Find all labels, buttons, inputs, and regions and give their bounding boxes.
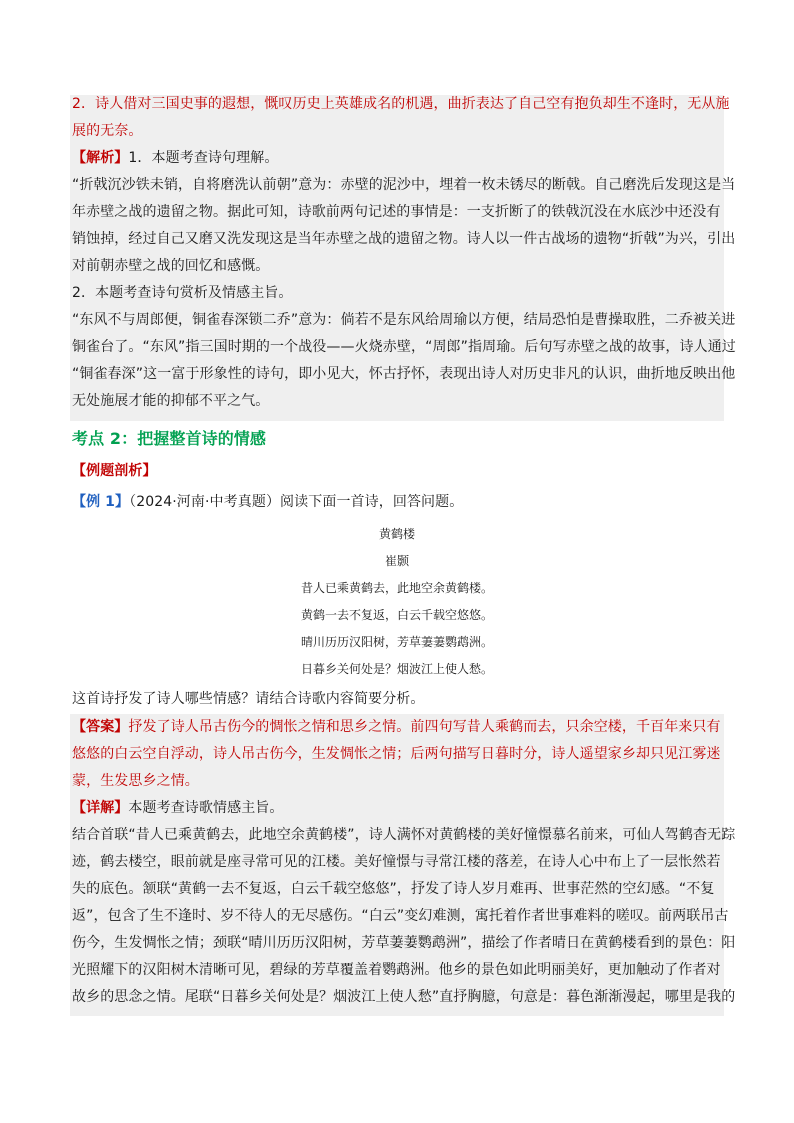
detail-line: 伤今，生发惆怅之情；颈联“晴川历历汉阳树，芳草萋萋鹦鹉洲”，描绘了作者晴日在黄鹤楼看到的景色：阳: [72, 935, 736, 951]
poem-line: 昔人已乘黄鹤去，此地空余黄鹤楼。: [300, 581, 493, 595]
answer-label: 【答案】: [72, 719, 129, 735]
paragraph-line: 铜雀台了。“东风”指三国时期的一个战役——火烧赤壁，“周郎”指周瑜。后句写赤壁之战的故事，诗人通过: [72, 339, 736, 355]
detail-line: 失的底色。颔联“黄鹤一去不复返，白云千载空悠悠”，抒发了诗人岁月难再、世事茫然的空幻感。“不复: [72, 881, 715, 897]
paragraph-line: 无处施展才能的抑郁不平之气。: [72, 393, 270, 409]
detail-line: 迹，鹤去楼空，眼前就是座寻常可见的江楼。美好憧憬与寻常江楼的落差，在诗人心中布上了一层怅然若: [72, 854, 721, 870]
paragraph-line: “铜雀春深”这一富于形象性的诗句，即小见大，怀古抒怀，表现出诗人对历史非凡的认识，曲折地反映出他: [72, 366, 736, 382]
paragraph-line: 年赤壁之战的遗留之物。据此可知，诗歌前两句记述的事情是：一支折断了的铁戟沉没在水底沙中还没有: [72, 204, 721, 220]
question-text: 这首诗抒发了诗人哪些情感？请结合诗歌内容简要分析。: [72, 691, 425, 707]
paragraph-subtitle: 2．本题考查诗句赏析及情感主旨。: [72, 285, 293, 301]
detail-title: 本题考查诗歌情感主旨。: [128, 800, 284, 816]
paragraph-line: 销蚀掉，经过自己又磨又洗发现这是当年赤壁之战的遗留之物。诗人以一件古战场的遗物“折戟”为兴，引出: [72, 231, 736, 247]
detail-line: 光照耀下的汉阳树木清晰可见，碧绿的芳草覆盖着鹦鹉洲。他乡的景色如此明丽美好，更加触动了作者对: [72, 962, 721, 978]
analysis-heading: [72, 145, 724, 172]
answer-2-line: 展的无奈。: [72, 123, 143, 139]
detail-heading: [72, 795, 724, 822]
detail-label: 【详解】: [72, 800, 129, 816]
answer-line: 悠悠的白云空自浮动，诗人吊古伤今，生发惆怅之情；后两句描写日暮时分，诗人遥望家乡却只见江雾迷: [72, 746, 721, 762]
analysis-title: 1．本题考查诗句理解。: [128, 150, 279, 166]
example-tag: 【例 1】: [72, 494, 130, 510]
paragraph-line: “东风不与周郎便，铜雀春深锁二乔”意为：倘若不是东风给周瑜以方便，结局恐怕是曹操取胜，二乔被关进: [72, 312, 736, 328]
answer-line: 蒙，生发思乡之情。: [72, 773, 199, 789]
answer-line: [72, 714, 724, 741]
example-intro: [72, 489, 724, 516]
poem-line: 黄鹤一去不复返，白云千载空悠悠。: [300, 608, 493, 622]
answer-2-line: 2．诗人借对三国史事的遐想，慨叹历史上英雄成名的机遇，曲折表达了自己空有抱负却生不逢时，无从施: [72, 96, 730, 112]
example-analysis-label: 【例题剖析】: [72, 463, 157, 479]
detail-line: 故乡的思念之情。尾联“日暮乡关何处是？烟波江上使人愁”直抒胸臆，句意是：暮色渐渐漫起，哪里是我的: [72, 989, 736, 1005]
example-source: （2024·河南·中考真题）阅读下面一首诗，回答问题。: [129, 494, 464, 510]
answer-text: 抒发了诗人吊古伤今的惆怅之情和思乡之情。前四句写昔人乘鹤而去，只余空楼，千百年来只有: [128, 719, 721, 735]
paragraph-line: 对前朝赤壁之战的回忆和感慨。: [72, 258, 270, 274]
paragraph-line: “折戟沉沙铁未销，自将磨洗认前朝”意为：赤壁的泥沙中，埋着一枚未锈尽的断戟。自己磨洗后发现这是当: [72, 177, 736, 193]
poem-title: 黄鹤楼: [378, 527, 415, 541]
poem-author: 崔颢: [384, 554, 409, 568]
detail-line: 结合首联“昔人已乘黄鹤去，此地空余黄鹤楼”，诗人满怀对黄鹤楼的美好憧憬慕名前来，可仙人驾鹤杳无踪: [72, 827, 736, 843]
poem-line: 晴川历历汉阳树，芳草萋萋鹦鹉洲。: [300, 635, 493, 649]
section-heading: 考点 2：把握整首诗的情感: [72, 429, 267, 448]
detail-line: 返”，包含了生不逢时、岁不待人的无尽感伤。“白云”变幻难测，寓托着作者世事难料的嗟叹。前两联吊古: [72, 908, 729, 924]
poem-line: 日暮乡关何处是？烟波江上使人愁。: [300, 662, 493, 676]
analysis-label: 【解析】: [72, 150, 129, 166]
